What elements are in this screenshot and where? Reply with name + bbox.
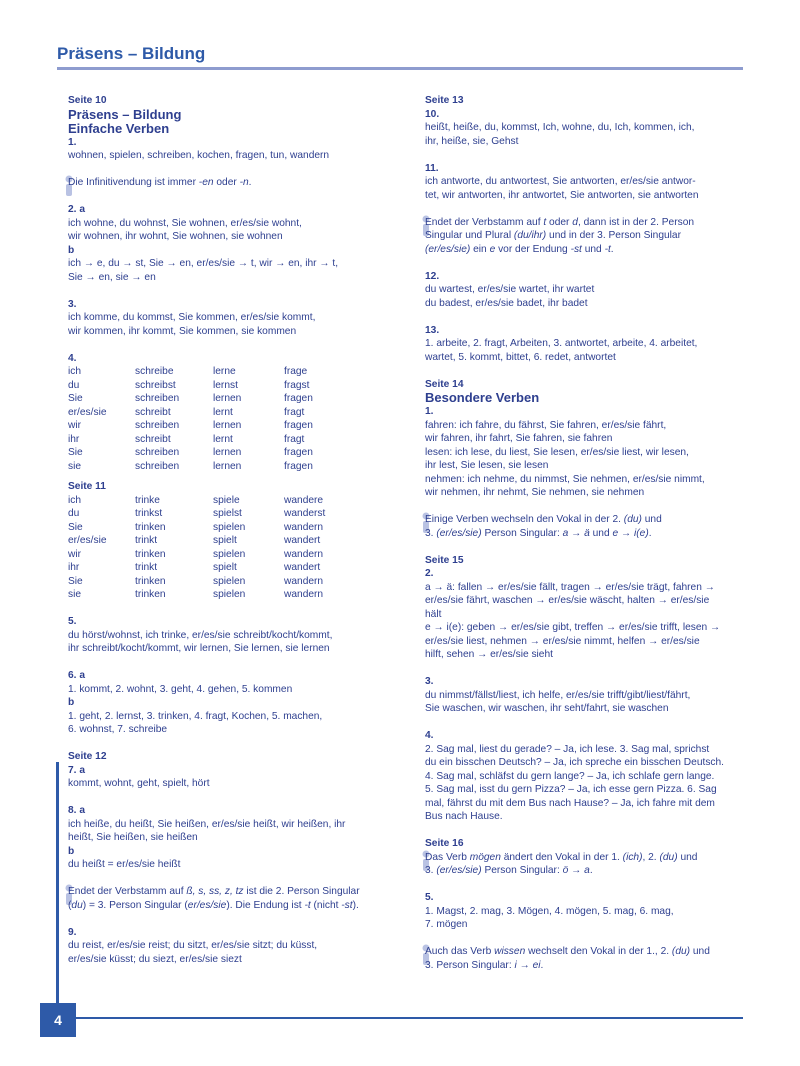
answer-line: 2. Sag mal, liest du gerade? – Ja, ich lese. 3. Sag mal, sprichst <box>425 743 710 755</box>
exercise-number: 5. <box>425 892 434 903</box>
section-label: Seite 13 <box>425 95 464 106</box>
table-row: er/es/sie schreibt lernt fragt <box>68 406 305 418</box>
answer-line: Bus nach Hause. <box>425 811 503 822</box>
table-row: ihr trinkt spielt wandert <box>68 562 321 573</box>
answer-line: er/es/sie liest, nehmen → er/es/sie nimmt, helfen → er/es/sie <box>425 635 700 647</box>
answer-line: 1. geht, 2. lernst, 3. trinken, 4. fragt, Kochen, 5. machen, <box>68 710 323 722</box>
answer-line: lesen: ich lese, du liest, Sie lesen, er/es/sie liest, wir lesen, <box>425 446 689 458</box>
answer-line: ihr schreibt/kocht/kommt, wir lernen, Sie lernen, sie lernen <box>68 643 330 654</box>
exercise-number: b <box>68 697 75 708</box>
exercise-number: 2. a <box>68 204 85 215</box>
answer-line: er/es/sie fährt, waschen → er/es/sie wäscht, halten → er/es/sie <box>425 595 710 606</box>
answer-line: wir kommen, ihr kommt, Sie kommen, sie kommen <box>68 325 297 337</box>
exercise-number: 10. <box>425 108 440 120</box>
answer-line: ich komme, du kommst, Sie kommen, er/es/sie kommt, <box>68 312 316 323</box>
answer-line: nehmen: ich nehme, du nimmst, Sie nehmen, er/es/sie nimmt, <box>425 473 705 485</box>
exercise-number: 8. a <box>68 805 85 816</box>
answer-line: du wartest, er/es/sie wartet, ihr wartet <box>425 284 595 295</box>
answer-line: mal, fährst du mit dem Bus nach Hause? – Ja, ich fahre mit dem <box>425 797 715 809</box>
answer-line: a → ä: fallen → er/es/sie fällt, tragen → er/es/sie trägt, fahren → <box>425 581 715 593</box>
exercise-number: b <box>68 244 75 256</box>
answer-line: 1. Magst, 2. mag, 3. Mögen, 4. mögen, 5. mag, 6. mag, <box>425 905 674 917</box>
exercise-number: 12. <box>425 270 440 282</box>
section-label: Seite 15 <box>425 554 464 566</box>
answer-line: 4. Sag mal, schläfst du gern lange? – Ja, ich schlafe gern lange. <box>425 770 715 782</box>
answer-line: wir nehmen, ihr nehmt, Sie nehmen, sie nehmen <box>425 487 645 498</box>
answer-line: du reist, er/es/sie reist; du sitzt, er/es/sie sitzt; du küsst, <box>68 940 318 951</box>
table-row: ich schreibe lerne frage <box>68 366 308 377</box>
answer-line: 5. Sag mal, isst du gern Pizza? – Ja, ich esse gern Pizza. 6. Sag <box>425 784 717 795</box>
answer-line: Sie waschen, wir waschen, ihr seht/fahrt, sie waschen <box>425 703 669 714</box>
exercise-number: 5. <box>68 616 77 627</box>
exercise-number: 6. a <box>68 670 85 681</box>
exercise-number: 7. a <box>68 764 85 776</box>
answer-line: wir wohnen, ihr wohnt, Sie wohnen, sie wohnen <box>68 231 283 242</box>
answer-line: du hörst/wohnst, ich trinke, er/es/sie schreibt/kocht/kommt, <box>68 629 333 641</box>
exercise-number: 4. <box>68 352 77 364</box>
answer-line: ich antworte, du antwortest, Sie antworten, er/es/sie antwor- <box>425 176 696 187</box>
conjugation-table <box>68 494 354 602</box>
section-label: Seite 10 <box>68 95 107 106</box>
table-row: sie trinken spielen wandern <box>68 589 324 600</box>
exercise-number: 3. <box>425 676 434 687</box>
section-label: Seite 11 <box>68 481 106 492</box>
answer-line: heißt, Sie heißen, sie heißen <box>68 832 198 843</box>
answer-line: 1. kommt, 2. wohnt, 3. geht, 4. gehen, 5. kommen <box>68 683 293 695</box>
left-column <box>68 94 388 966</box>
answer-line: ihr lest, Sie lesen, sie lesen <box>425 460 549 471</box>
tip-note: Endet der Verbstamm auf t oder d, dann ist in der 2. Person Singular und Plural (du/ihr) und in der 3. Person Singular (er/es/sie) ein e vor der Endung -st und -t. <box>425 216 750 257</box>
exercise-number: 13. <box>425 324 440 336</box>
answer-line: 1. arbeite, 2. fragt, Arbeiten, 3. antwortet, arbeite, 4. arbeitet, <box>425 338 698 349</box>
main-heading: Präsens – Bildung <box>68 106 182 122</box>
tip-note: Endet der Verbstamm auf ß, s, ss, z, tz ist die 2. Person Singular (du) = 3. Person Singular (er/es/sie). Die Endung ist -t (nicht -st). <box>68 885 388 912</box>
table-row: ihr schreibt lernt fragt <box>68 433 305 445</box>
answer-line: wohnen, spielen, schreiben, kochen, fragen, tun, wandern <box>68 150 330 161</box>
tip-note: Das Verb mögen ändert den Vokal in der 1. (ich), 2. (du) und 3. (er/es/sie) Person Singular: ö → a. <box>425 851 750 878</box>
answer-line: ich wohne, du wohnst, Sie wohnen, er/es/sie wohnt, <box>68 217 302 229</box>
answer-line: du nimmst/fällst/liest, ich helfe, er/es/sie trifft/gibt/liest/fährt, <box>425 689 691 701</box>
answer-line: hilft, sehen → er/es/sie sieht <box>425 649 553 660</box>
table-row: Sie schreiben lernen fragen <box>68 447 313 458</box>
table-row: sie schreiben lernen fragen <box>68 460 313 472</box>
answer-line: heißt, heiße, du, kommst, Ich, wohne, du, Ich, kommen, ich, <box>425 122 695 133</box>
table-row: wir schreiben lernen fragen <box>68 420 313 431</box>
section-label: Seite 12 <box>68 751 107 762</box>
table-row: du schreibst lernst fragst <box>68 379 310 391</box>
tip-note: Auch das Verb wissen wechselt den Vokal in der 1., 2. (du) und 3. Person Singular: i → ei. <box>425 945 750 972</box>
answer-line: ich → e, du → st, Sie → en, er/es/sie → t, wir → en, ihr → t, <box>68 258 339 269</box>
table-row: Sie trinken spielen wandern <box>68 521 324 533</box>
page-number: 4 <box>40 1003 76 1037</box>
sub-heading: Einfache Verben <box>68 120 170 136</box>
section-label: Seite 14 <box>425 378 464 390</box>
margin-bar <box>56 762 59 1020</box>
answer-line: e → i(e): geben → er/es/sie gibt, treffen → er/es/sie trifft, lesen → <box>425 622 721 633</box>
answer-line: hält <box>425 608 442 620</box>
answer-line: kommt, wohnt, geht, spielt, hört <box>68 778 210 789</box>
answer-line: ihr, heiße, sie, Gehst <box>425 135 519 147</box>
answer-line: er/es/sie küsst; du siezt, er/es/sie siezt <box>68 953 242 965</box>
section-label: Seite 16 <box>425 838 464 849</box>
right-column <box>425 94 750 972</box>
answer-line: ich heiße, du heißt, Sie heißen, er/es/sie heißt, wir heißen, ihr <box>68 818 346 830</box>
conjugation-table <box>68 365 354 473</box>
table-row: Sie schreiben lernen fragen <box>68 393 313 404</box>
answer-line: wir fahren, ihr fahrt, Sie fahren, sie fahren <box>425 433 613 444</box>
exercise-number: 1. <box>425 406 434 417</box>
table-row: ich trinke spiele wandere <box>68 494 324 506</box>
table-row: Sie trinken spielen wandern <box>68 575 324 587</box>
exercise-number: 1. <box>68 136 77 148</box>
exercise-number: 4. <box>425 730 434 741</box>
title-rule <box>57 67 743 70</box>
answer-line: du heißt = er/es/sie heißt <box>68 859 181 870</box>
answer-line: tet, wir antworten, ihr antwortet, Sie antworten, sie antworten <box>425 189 699 201</box>
exercise-number: 9. <box>68 926 77 938</box>
exercise-number: b <box>68 845 75 857</box>
exercise-number: 2. <box>425 568 434 579</box>
answer-line: wartet, 5. kommt, bittet, 6. redet, antwortet <box>425 351 616 363</box>
answer-line: 6. wohnst, 7. schreibe <box>68 724 168 735</box>
table-row: wir trinken spielen wandern <box>68 548 324 560</box>
footer-rule <box>76 1017 743 1019</box>
answer-line: 7. mögen <box>425 919 468 930</box>
table-row: du trinkst spielst wanderst <box>68 508 326 519</box>
answer-line: du badest, er/es/sie badet, ihr badet <box>425 297 588 309</box>
sub-heading: Besondere Verben <box>425 390 540 405</box>
answer-line: fahren: ich fahre, du fährst, Sie fahren, er/es/sie fährt, <box>425 419 667 431</box>
tip-note: Die Infinitivendung ist immer -en oder -n. <box>68 176 388 190</box>
answer-line: du ein bisschen Deutsch? – Ja, ich spreche ein bisschen Deutsch. <box>425 757 725 768</box>
exercise-number: 3. <box>68 298 77 310</box>
table-row: er/es/sie trinkt spielt wandert <box>68 535 321 546</box>
tip-note: Einige Verben wechseln den Vokal in der 2. (du) und 3. (er/es/sie) Person Singular: a → ä und e → i(e). <box>425 513 750 540</box>
exercise-number: 11. <box>425 162 439 174</box>
answer-line: Sie → en, sie → en <box>68 271 156 283</box>
page-title: Präsens – Bildung <box>57 44 206 63</box>
